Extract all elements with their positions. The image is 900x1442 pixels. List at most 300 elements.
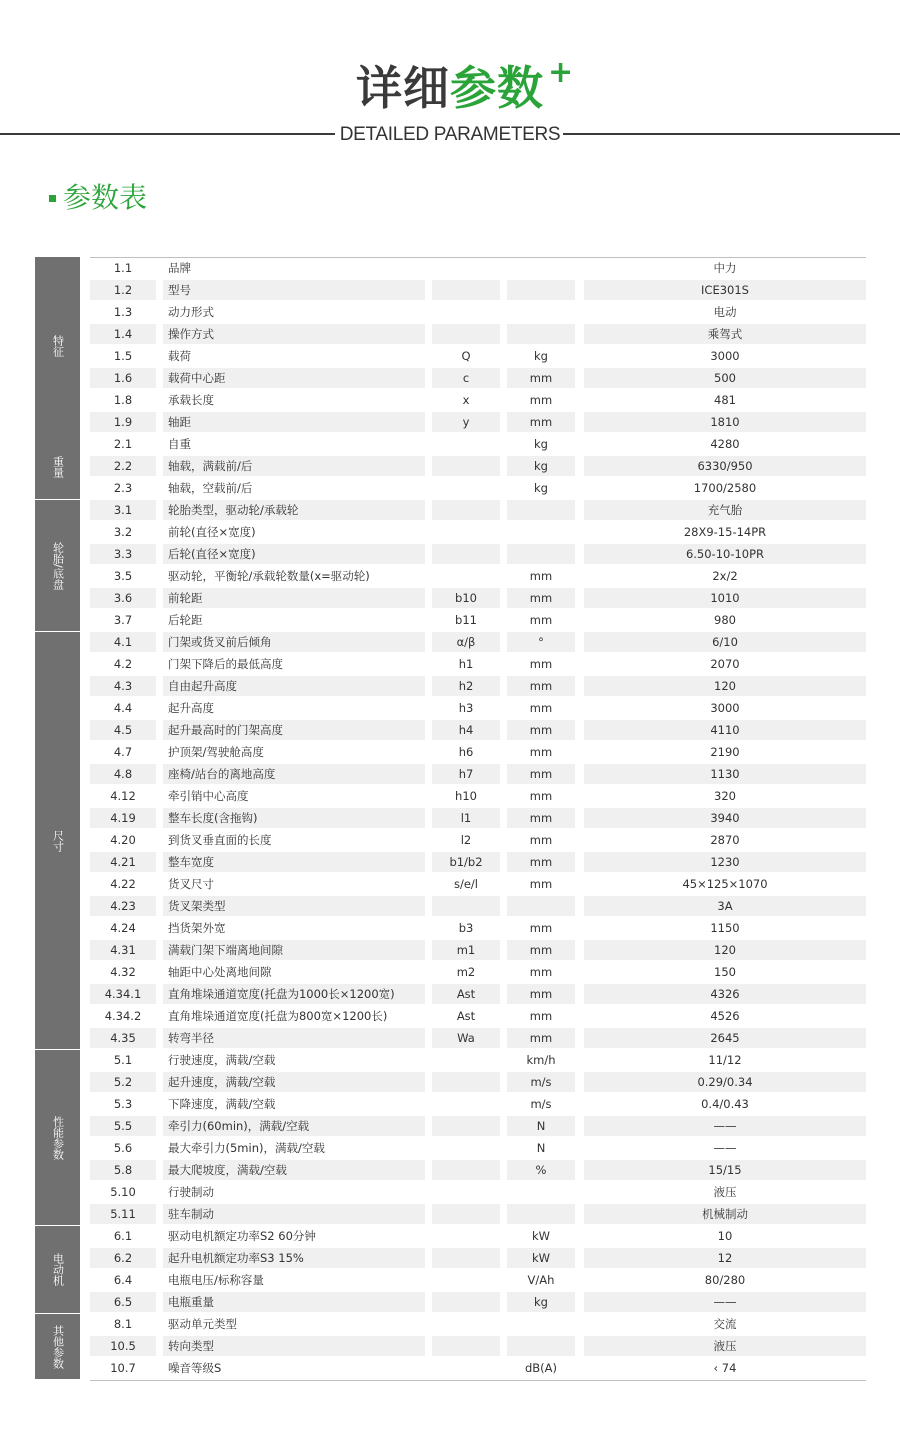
table-row bbox=[90, 807, 866, 829]
category-text: 其他参数 bbox=[51, 1324, 65, 1369]
row-symbol: α/β bbox=[432, 632, 500, 652]
row-unit: mm bbox=[529, 701, 553, 715]
row-number: 6.4 bbox=[113, 1273, 133, 1287]
row-number: 1.9 bbox=[90, 412, 156, 432]
row-name: 行驶制动 bbox=[168, 1185, 214, 1199]
row-name: 下降速度，满载/空载 bbox=[168, 1097, 276, 1111]
category-text: 重量 bbox=[51, 455, 65, 478]
row-symbol: b1/b2 bbox=[432, 852, 500, 872]
row-name: 到货叉垂直面的长度 bbox=[168, 833, 272, 847]
row-unit: mm bbox=[507, 940, 575, 960]
row-name: 自重 bbox=[168, 437, 191, 451]
table-row bbox=[90, 939, 866, 961]
row-value: 10 bbox=[717, 1229, 733, 1243]
row-unit: mm bbox=[529, 1009, 553, 1023]
row-symbol: h7 bbox=[432, 764, 500, 784]
table-row bbox=[90, 1137, 866, 1159]
table-row bbox=[90, 961, 866, 983]
row-value: 6.50-10-10PR bbox=[584, 544, 866, 564]
table-row bbox=[90, 1225, 866, 1247]
row-unit: mm bbox=[507, 720, 575, 740]
category-text: 尺寸 bbox=[51, 829, 65, 852]
row-name: 最大牵引力(5min)，满载/空载 bbox=[168, 1141, 325, 1155]
row-value: 6330/950 bbox=[584, 456, 866, 476]
table-row bbox=[90, 543, 866, 565]
row-name: 前轮距 bbox=[163, 588, 425, 608]
table-row bbox=[90, 477, 866, 499]
row-name: 直角堆垛通道宽度(托盘为1000长×1200宽) bbox=[163, 984, 425, 1004]
table-row bbox=[90, 917, 866, 939]
row-symbol: Ast bbox=[456, 1009, 476, 1023]
row-name: 前轮(直径×宽度) bbox=[168, 525, 256, 539]
row-symbol bbox=[432, 1116, 500, 1136]
row-symbol bbox=[432, 302, 500, 322]
row-unit: mm bbox=[507, 588, 575, 608]
row-number: 4.4 bbox=[113, 701, 133, 715]
row-value: 120 bbox=[584, 676, 866, 696]
row-name: 型号 bbox=[163, 280, 425, 300]
row-name: 转弯半径 bbox=[163, 1028, 425, 1048]
table-row bbox=[90, 873, 866, 895]
row-value: 1700/2580 bbox=[693, 481, 757, 495]
row-number: 4.5 bbox=[90, 720, 156, 740]
row-name: 门架或货叉前后倾角 bbox=[163, 632, 425, 652]
row-number: 6.1 bbox=[113, 1229, 133, 1243]
table-row bbox=[90, 609, 866, 631]
row-number: 5.6 bbox=[113, 1141, 133, 1155]
row-value: 2870 bbox=[710, 833, 740, 847]
row-number: 5.2 bbox=[90, 1072, 156, 1092]
row-name: 驱动单元类型 bbox=[168, 1317, 237, 1331]
row-unit: dB(A) bbox=[524, 1361, 558, 1375]
row-symbol: h2 bbox=[432, 676, 500, 696]
row-symbol bbox=[432, 544, 500, 564]
row-value: 6/10 bbox=[584, 632, 866, 652]
table-row bbox=[90, 389, 866, 411]
row-name: 起升速度，满载/空载 bbox=[163, 1072, 425, 1092]
row-unit: mm bbox=[529, 789, 553, 803]
row-name: 驱动电机额定功率S2 60分钟 bbox=[168, 1229, 316, 1243]
row-unit bbox=[507, 302, 575, 322]
row-symbol bbox=[432, 500, 500, 520]
row-number: 6.2 bbox=[90, 1248, 156, 1268]
row-unit: ° bbox=[507, 632, 575, 652]
row-symbol: c bbox=[432, 368, 500, 388]
row-value: 12 bbox=[584, 1248, 866, 1268]
row-unit: mm bbox=[507, 412, 575, 432]
row-value: 液压 bbox=[584, 1336, 866, 1356]
page-header bbox=[0, 0, 900, 160]
row-number: 4.22 bbox=[110, 877, 136, 891]
row-value: 液压 bbox=[713, 1185, 737, 1199]
row-number: 5.1 bbox=[113, 1053, 133, 1067]
row-number: 1.5 bbox=[113, 349, 133, 363]
category-label bbox=[35, 1050, 80, 1225]
row-value: 11/12 bbox=[708, 1053, 742, 1067]
category-label bbox=[35, 632, 80, 1049]
category-text: 性能参数 bbox=[51, 1115, 65, 1160]
row-number: 4.35 bbox=[90, 1028, 156, 1048]
category-label bbox=[35, 1314, 80, 1379]
row-symbol bbox=[432, 522, 500, 542]
row-unit bbox=[507, 1182, 575, 1202]
row-number: 4.20 bbox=[110, 833, 136, 847]
row-value: ICE301S bbox=[584, 280, 866, 300]
table-row bbox=[90, 521, 866, 543]
row-symbol bbox=[432, 1358, 500, 1378]
row-symbol: s/e/l bbox=[453, 877, 478, 891]
table-row bbox=[90, 301, 866, 323]
table-row bbox=[90, 1181, 866, 1203]
row-symbol bbox=[432, 1050, 500, 1070]
table-row bbox=[90, 433, 866, 455]
row-value: 150 bbox=[714, 965, 736, 979]
row-name: 座椅/站台的离地高度 bbox=[163, 764, 425, 784]
row-symbol: h3 bbox=[458, 701, 474, 715]
divider-right bbox=[563, 133, 900, 135]
category-label bbox=[35, 1226, 80, 1313]
table-row bbox=[90, 323, 866, 345]
category-text: 特征 bbox=[51, 334, 65, 357]
row-value: 充气胎 bbox=[584, 500, 866, 520]
row-number: 2.2 bbox=[90, 456, 156, 476]
table-row bbox=[90, 851, 866, 873]
plus-icon: + bbox=[548, 55, 574, 90]
row-number: 1.1 bbox=[113, 261, 133, 275]
table-row bbox=[90, 279, 866, 301]
table-row bbox=[90, 763, 866, 785]
row-name: 轴距 bbox=[163, 412, 425, 432]
row-unit bbox=[507, 280, 575, 300]
row-number: 4.7 bbox=[113, 745, 133, 759]
row-symbol bbox=[432, 896, 500, 916]
row-name: 自由起升高度 bbox=[163, 676, 425, 696]
row-name: 轴载，满载前/后 bbox=[163, 456, 425, 476]
row-unit: mm bbox=[529, 613, 553, 627]
row-number: 1.8 bbox=[113, 393, 133, 407]
row-value: 3000 bbox=[710, 349, 740, 363]
row-name: 载荷 bbox=[168, 349, 191, 363]
row-name: 挡货架外宽 bbox=[168, 921, 226, 935]
table-row bbox=[90, 697, 866, 719]
row-name: 牵引力(60min)，满载/空载 bbox=[163, 1116, 425, 1136]
row-symbol: Ast bbox=[432, 984, 500, 1004]
table-row bbox=[90, 1115, 866, 1137]
row-value: —— bbox=[584, 1116, 866, 1136]
row-unit bbox=[507, 896, 575, 916]
row-symbol bbox=[432, 1270, 500, 1290]
row-number: 4.32 bbox=[110, 965, 136, 979]
row-symbol: h10 bbox=[455, 789, 477, 803]
table-row bbox=[90, 367, 866, 389]
row-symbol: h1 bbox=[458, 657, 474, 671]
row-name: 动力形式 bbox=[168, 305, 214, 319]
row-symbol: m2 bbox=[456, 965, 476, 979]
row-name: 满载门架下端离地间隙 bbox=[163, 940, 425, 960]
row-unit: kg bbox=[507, 456, 575, 476]
row-value: 80/280 bbox=[704, 1273, 746, 1287]
row-symbol bbox=[432, 1204, 500, 1224]
row-value: 4526 bbox=[710, 1009, 740, 1023]
row-value: 2190 bbox=[710, 745, 740, 759]
row-symbol bbox=[432, 1138, 500, 1158]
row-name: 承载长度 bbox=[168, 393, 214, 407]
row-value: 3940 bbox=[584, 808, 866, 828]
row-symbol bbox=[432, 478, 500, 498]
row-number: 3.2 bbox=[113, 525, 133, 539]
row-number: 3.7 bbox=[113, 613, 133, 627]
row-unit: N bbox=[536, 1141, 546, 1155]
row-number: 1.2 bbox=[90, 280, 156, 300]
table-row bbox=[90, 653, 866, 675]
row-unit: km/h bbox=[526, 1053, 556, 1067]
row-number: 10.5 bbox=[90, 1336, 156, 1356]
table-row bbox=[90, 785, 866, 807]
row-symbol: y bbox=[432, 412, 500, 432]
row-name: 牵引销中心高度 bbox=[168, 789, 249, 803]
table-row bbox=[90, 587, 866, 609]
row-name: 后轮(直径×宽度) bbox=[163, 544, 425, 564]
row-name: 货叉架类型 bbox=[163, 896, 425, 916]
row-unit: kW bbox=[531, 1229, 551, 1243]
row-number: 3.5 bbox=[113, 569, 133, 583]
row-name: 载荷中心距 bbox=[163, 368, 425, 388]
row-unit bbox=[507, 1336, 575, 1356]
table-row bbox=[90, 1335, 866, 1357]
row-name: 驱动轮，平衡轮/承载轮数量(x=驱动轮) bbox=[168, 569, 370, 583]
table-row bbox=[90, 895, 866, 917]
row-name: 电瓶电压/标称容量 bbox=[168, 1273, 264, 1287]
table-row bbox=[90, 499, 866, 521]
table-row bbox=[90, 1247, 866, 1269]
row-symbol: h4 bbox=[432, 720, 500, 740]
category-text: 轮胎/底盘 bbox=[51, 541, 65, 590]
row-value: 中力 bbox=[713, 261, 737, 275]
row-unit: mm bbox=[507, 808, 575, 828]
row-symbol bbox=[432, 434, 500, 454]
row-number: 5.11 bbox=[90, 1204, 156, 1224]
row-name: 护顶架/驾驶舱高度 bbox=[168, 745, 264, 759]
row-number: 4.34.2 bbox=[104, 1009, 142, 1023]
row-unit bbox=[507, 1204, 575, 1224]
page-subtitle: DETAILED PARAMETERS bbox=[339, 124, 561, 145]
table-row bbox=[90, 675, 866, 697]
row-name: 后轮距 bbox=[168, 613, 203, 627]
row-unit: % bbox=[507, 1160, 575, 1180]
row-unit: mm bbox=[529, 877, 553, 891]
row-symbol: b11 bbox=[455, 613, 477, 627]
row-symbol: b3 bbox=[458, 921, 474, 935]
row-symbol bbox=[432, 566, 500, 586]
table-row bbox=[90, 1027, 866, 1049]
row-value: 1130 bbox=[584, 764, 866, 784]
table-row bbox=[90, 1313, 866, 1335]
row-value: 45×125×1070 bbox=[682, 877, 768, 891]
table-row bbox=[90, 1071, 866, 1093]
table-row bbox=[90, 829, 866, 851]
row-name: 最大爬坡度，满载/空载 bbox=[163, 1160, 425, 1180]
table-row bbox=[90, 411, 866, 433]
table-row bbox=[90, 1005, 866, 1027]
row-number: 10.7 bbox=[110, 1361, 136, 1375]
row-number: 1.3 bbox=[113, 305, 133, 319]
row-symbol bbox=[432, 1314, 500, 1334]
row-number: 4.8 bbox=[90, 764, 156, 784]
row-symbol: l2 bbox=[460, 833, 472, 847]
row-unit bbox=[507, 500, 575, 520]
row-symbol bbox=[432, 456, 500, 476]
row-number: 4.19 bbox=[90, 808, 156, 828]
row-value: 0.29/0.34 bbox=[584, 1072, 866, 1092]
table-row bbox=[90, 631, 866, 653]
table-row bbox=[90, 455, 866, 477]
row-value: 交流 bbox=[713, 1317, 737, 1331]
row-value: 4280 bbox=[710, 437, 740, 451]
row-value: 3A bbox=[584, 896, 866, 916]
category-label bbox=[35, 434, 80, 499]
row-unit: mm bbox=[529, 965, 553, 979]
row-number: 4.3 bbox=[90, 676, 156, 696]
row-value: 2070 bbox=[710, 657, 740, 671]
row-symbol: b10 bbox=[432, 588, 500, 608]
row-number: 3.6 bbox=[90, 588, 156, 608]
row-value: 3000 bbox=[710, 701, 740, 715]
row-name: 转向类型 bbox=[163, 1336, 425, 1356]
row-name: 轮胎类型，驱动轮/承载轮 bbox=[163, 500, 425, 520]
row-name: 轴载，空载前/后 bbox=[168, 481, 253, 495]
row-unit: mm bbox=[507, 1028, 575, 1048]
row-number: 1.6 bbox=[90, 368, 156, 388]
row-unit bbox=[507, 544, 575, 564]
row-name: 门架下降后的最低高度 bbox=[168, 657, 283, 671]
table-row bbox=[90, 741, 866, 763]
category-text: 电动机 bbox=[51, 1253, 65, 1286]
row-unit bbox=[507, 258, 575, 278]
row-value: 4326 bbox=[584, 984, 866, 1004]
row-unit: V/Ah bbox=[527, 1273, 555, 1287]
row-number: 4.12 bbox=[110, 789, 136, 803]
row-name: 起升电机额定功率S3 15% bbox=[163, 1248, 425, 1268]
row-symbol: Q bbox=[461, 349, 471, 363]
title-dark-part: 详细 bbox=[356, 61, 450, 115]
row-symbol bbox=[432, 1094, 500, 1114]
row-unit: mm bbox=[529, 833, 553, 847]
row-number: 4.34.1 bbox=[90, 984, 156, 1004]
row-unit: mm bbox=[507, 676, 575, 696]
row-number: 4.24 bbox=[110, 921, 136, 935]
row-unit: mm bbox=[507, 984, 575, 1004]
row-number: 4.23 bbox=[90, 896, 156, 916]
row-number: 4.2 bbox=[113, 657, 133, 671]
row-number: 2.1 bbox=[113, 437, 133, 451]
row-unit bbox=[507, 522, 575, 542]
row-name: 起升高度 bbox=[168, 701, 214, 715]
table-row bbox=[90, 1357, 866, 1379]
row-number: 4.1 bbox=[90, 632, 156, 652]
row-name: 整车宽度 bbox=[163, 852, 425, 872]
row-name: 驻车制动 bbox=[163, 1204, 425, 1224]
row-value: 4110 bbox=[584, 720, 866, 740]
row-unit: mm bbox=[529, 569, 553, 583]
row-value: —— bbox=[584, 1292, 866, 1312]
table-bottom-rule bbox=[90, 1380, 866, 1381]
row-name: 电瓶重量 bbox=[163, 1292, 425, 1312]
table-row bbox=[90, 719, 866, 741]
square-bullet-icon bbox=[49, 195, 56, 202]
row-name: 货叉尺寸 bbox=[168, 877, 214, 891]
row-value: 乘驾式 bbox=[584, 324, 866, 344]
row-number: 5.3 bbox=[113, 1097, 133, 1111]
row-symbol: m1 bbox=[432, 940, 500, 960]
row-name: 轴距中心处离地间隙 bbox=[168, 965, 272, 979]
row-name: 起升最高时的门架高度 bbox=[163, 720, 425, 740]
row-number: 5.8 bbox=[90, 1160, 156, 1180]
row-number: 3.3 bbox=[90, 544, 156, 564]
row-name: 整车长度(含拖钩) bbox=[163, 808, 425, 828]
row-value: 120 bbox=[584, 940, 866, 960]
row-value: 2x/2 bbox=[712, 569, 738, 583]
page-title bbox=[0, 55, 900, 118]
row-value: 28X9-15-14PR bbox=[683, 525, 767, 539]
title-green-part: 参数 bbox=[450, 61, 544, 115]
row-value: 1230 bbox=[584, 852, 866, 872]
row-number: 4.21 bbox=[90, 852, 156, 872]
table-row bbox=[90, 1269, 866, 1291]
row-value: 机械制动 bbox=[584, 1204, 866, 1224]
row-number: 4.31 bbox=[90, 940, 156, 960]
row-unit: kW bbox=[507, 1248, 575, 1268]
row-number: 2.3 bbox=[113, 481, 133, 495]
row-symbol bbox=[432, 280, 500, 300]
row-symbol: h6 bbox=[458, 745, 474, 759]
row-unit: mm bbox=[507, 764, 575, 784]
row-symbol bbox=[432, 1160, 500, 1180]
row-value: 15/15 bbox=[584, 1160, 866, 1180]
row-number: 6.5 bbox=[90, 1292, 156, 1312]
row-unit: mm bbox=[529, 393, 553, 407]
row-number: 5.10 bbox=[110, 1185, 136, 1199]
row-number: 3.1 bbox=[90, 500, 156, 520]
table-row bbox=[90, 1049, 866, 1071]
row-unit: mm bbox=[529, 657, 553, 671]
row-symbol bbox=[432, 1336, 500, 1356]
row-value: 电动 bbox=[713, 305, 737, 319]
row-symbol bbox=[432, 324, 500, 344]
row-symbol bbox=[432, 1248, 500, 1268]
row-unit: m/s bbox=[530, 1097, 552, 1111]
row-number: 5.5 bbox=[90, 1116, 156, 1136]
row-value: 1810 bbox=[584, 412, 866, 432]
row-unit: mm bbox=[507, 368, 575, 388]
row-value: 320 bbox=[714, 789, 736, 803]
row-symbol bbox=[432, 1292, 500, 1312]
category-label bbox=[35, 500, 80, 631]
row-value: 2645 bbox=[584, 1028, 866, 1048]
table-row bbox=[90, 1159, 866, 1181]
table-row bbox=[90, 345, 866, 367]
row-name: 行驶速度，满载/空载 bbox=[168, 1053, 276, 1067]
row-symbol bbox=[432, 1182, 500, 1202]
row-name: 直角堆垛通道宽度(托盘为800宽×1200长) bbox=[168, 1009, 388, 1023]
row-unit: mm bbox=[507, 852, 575, 872]
row-value: 980 bbox=[714, 613, 736, 627]
row-number: 1.4 bbox=[90, 324, 156, 344]
row-value: ‹ 74 bbox=[713, 1361, 737, 1375]
table-row bbox=[90, 1203, 866, 1225]
table-row bbox=[90, 1093, 866, 1115]
row-symbol: l1 bbox=[432, 808, 500, 828]
row-number: 8.1 bbox=[113, 1317, 133, 1331]
